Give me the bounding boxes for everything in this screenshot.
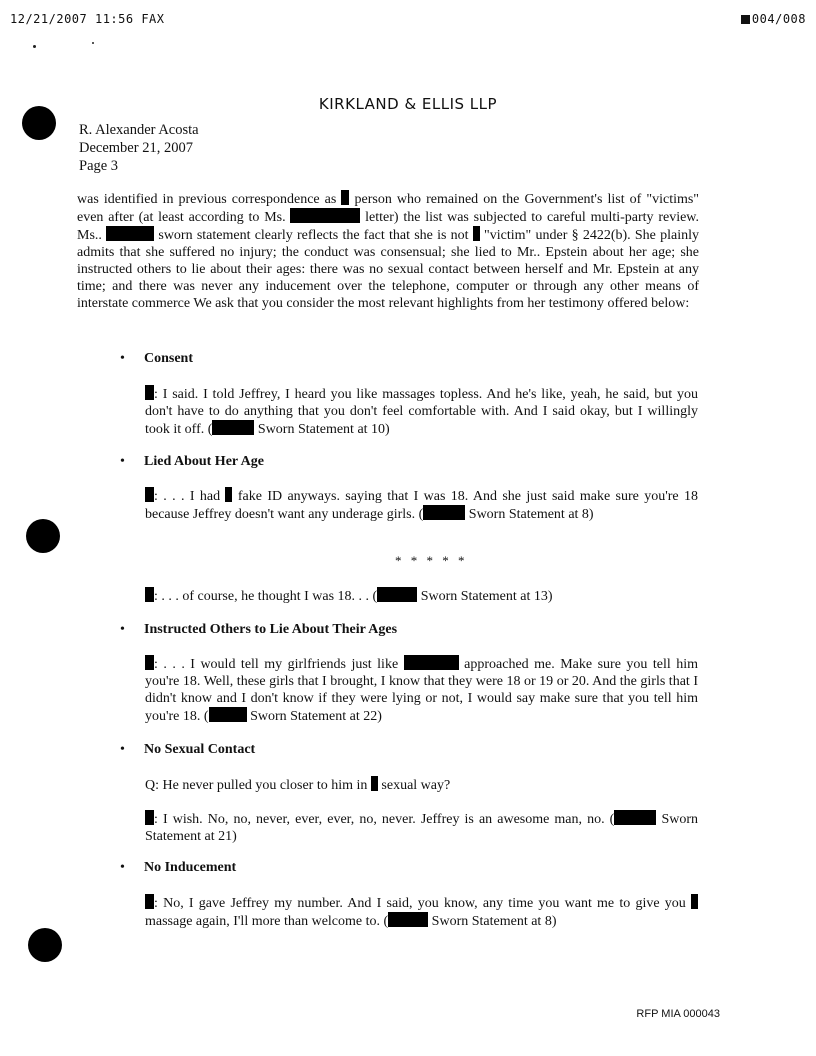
quote-citation: Sworn Statement at 8) bbox=[431, 914, 557, 929]
quote-citation: Sworn Statement at 13) bbox=[420, 589, 553, 604]
scan-speck bbox=[92, 42, 94, 44]
section-heading-lied bbox=[120, 454, 264, 470]
section-heading-text: No Sexual Contact bbox=[144, 742, 256, 757]
question-text: Q: He never pulled you closer to him in bbox=[145, 778, 368, 793]
redaction-bar bbox=[145, 487, 154, 502]
bates-number: RFP MIA 000043 bbox=[636, 1008, 720, 1020]
quote-text: : I said. I told Jeffrey, I heard you like massages topless. And he's like, yeah, he said, but you don't have to do anything that you don't feel comfortable with. And I said okay, but I willingly took it off. ( bbox=[145, 387, 698, 437]
redaction-bar bbox=[209, 707, 247, 722]
letter-date: December 21, 2007 bbox=[79, 140, 193, 156]
redaction-bar bbox=[290, 208, 360, 223]
fax-page-counter-text: 004/008 bbox=[751, 12, 806, 26]
bullet-icon: • bbox=[120, 454, 125, 469]
redaction-bar bbox=[145, 894, 154, 909]
paragraph-text: sworn statement clearly reflects the fact that she is not bbox=[158, 228, 469, 243]
redaction-bar bbox=[423, 505, 465, 520]
redaction-bar bbox=[377, 587, 417, 602]
redaction-bar bbox=[145, 655, 154, 670]
paragraph-text: was identified in previous correspondence as bbox=[77, 192, 337, 207]
redaction-bar bbox=[404, 655, 459, 670]
redaction-bar bbox=[371, 776, 378, 791]
testimony-quote bbox=[145, 587, 698, 605]
fax-timestamp: 12/21/2007 11:56 FAX bbox=[10, 12, 165, 26]
section-divider-stars: * * * * * bbox=[395, 553, 468, 568]
quote-text: : . . . I would tell my girlfriends just like bbox=[154, 657, 399, 672]
section-heading-consent bbox=[120, 351, 193, 367]
quote-text: : . . . of course, he thought I was 18. . . ( bbox=[154, 589, 378, 604]
testimony-quote bbox=[145, 487, 698, 523]
testimony-quote bbox=[145, 655, 698, 725]
paragraph-text: "victim" under § 2422(b). She plainly admits that she suffered no injury; the conduct was consensual; she lied to Mr.. Epstein about her age; she instructed others to lie about their ages: there was no sexual contact between herself and Mr. Epstein at any time; and there was never any inducement over the telephone, computer or through any other means of interstate commerce We ask that you consider the most relevant highlights from her testimony offered below: bbox=[77, 228, 699, 311]
section-heading-instructed bbox=[120, 622, 397, 638]
paragraph-text: person who remained on the Government's list of "victims" even after (at least according to Ms. bbox=[77, 192, 700, 225]
testimony-question bbox=[145, 776, 698, 794]
quote-citation: Sworn Statement at 22) bbox=[250, 709, 382, 724]
bullet-icon: • bbox=[120, 742, 125, 757]
firm-name: KIRKLAND & ELLIS LLP bbox=[318, 95, 498, 113]
section-heading-text: Lied About Her Age bbox=[144, 454, 264, 469]
testimony-quote bbox=[145, 385, 698, 438]
quote-text: : No, I gave Jeffrey my number. And I said, you know, any time you want me to give you bbox=[154, 896, 686, 911]
quote-citation: Sworn Statement at 10) bbox=[257, 422, 390, 437]
quote-text: massage again, I'll more than welcome to. ( bbox=[145, 914, 389, 929]
redaction-bar bbox=[473, 226, 480, 241]
redaction-bar bbox=[388, 912, 428, 927]
body-paragraph bbox=[77, 190, 699, 312]
section-heading-no-sexual-contact bbox=[120, 742, 255, 758]
paragraph-text: letter) the list was subjected to careful multi-party review. Ms.. bbox=[77, 210, 700, 243]
section-heading-text: Consent bbox=[144, 351, 194, 366]
quote-text: approached me. Make sure you tell him you're 18. Well, these girls that I brought, I know that they were 18 or 19 or 20. And the girls that I didn't know and I don't know if they were lying or not, I would say make sure that you tell him you're 18. ( bbox=[145, 657, 699, 724]
redaction-bar bbox=[614, 810, 656, 825]
redaction-bar bbox=[341, 190, 349, 205]
section-heading-text: No Inducement bbox=[144, 860, 237, 875]
bullet-icon: • bbox=[120, 860, 125, 875]
redaction-bar bbox=[145, 810, 154, 825]
page-number: Page 3 bbox=[79, 158, 119, 174]
punch-hole bbox=[28, 928, 62, 962]
quote-text: : . . . I had bbox=[154, 489, 221, 504]
quote-text: fake ID anyways. saying that I was 18. And she just said make sure you're 18 because Jeffrey doesn't want any underage girls. ( bbox=[145, 489, 699, 522]
recipient-name: R. Alexander Acosta bbox=[79, 122, 199, 138]
quote-citation: Sworn Statement at 21) bbox=[145, 812, 698, 844]
redaction-bar bbox=[145, 587, 154, 602]
quote-text: : I wish. No, no, never, ever, ever, no, never. Jeffrey is an awesome man, no. ( bbox=[154, 812, 615, 827]
bullet-icon: • bbox=[120, 351, 125, 366]
bullet-icon: • bbox=[120, 622, 125, 637]
section-heading-no-inducement bbox=[120, 860, 236, 876]
quote-citation: Sworn Statement at 8) bbox=[468, 507, 594, 522]
redaction-bar bbox=[212, 420, 254, 435]
letter-header bbox=[79, 121, 199, 175]
testimony-quote bbox=[145, 810, 698, 845]
redaction-bar bbox=[691, 894, 698, 909]
redaction-bar bbox=[106, 226, 154, 241]
question-text: sexual way? bbox=[381, 778, 451, 793]
redaction-bar bbox=[145, 385, 154, 400]
redaction-bar bbox=[225, 487, 232, 502]
section-heading-text: Instructed Others to Lie About Their Ages bbox=[144, 622, 398, 637]
fax-page-counter bbox=[741, 12, 806, 26]
scan-speck bbox=[33, 45, 36, 48]
punch-hole bbox=[26, 519, 60, 553]
testimony-quote bbox=[145, 894, 698, 930]
fax-checkbox-icon bbox=[741, 15, 750, 24]
